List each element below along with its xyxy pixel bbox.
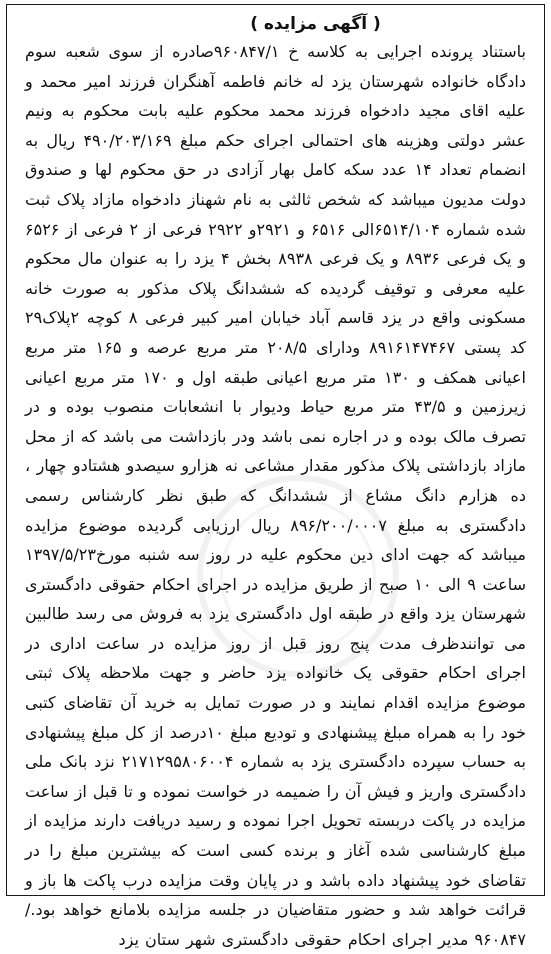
notice-body: باستناد پرونده اجرایی به کلاسه خ ۹۶۰۸۴۷/۱صادره از سوی شعبه سوم دادگاه خانواده شهرستان یزد له خانم فاطمه آهنگران فرزند امیر محمد و علیه اقای مجید دادخواه فرزند محمد محکوم علیه بابت محکوم به ونیم عشر دولتی وهزینه های احتمالی اجرای حکم مبلغ ۴۹۰/۲۰۳/۱۶۹ ریال به انضمام تعداد ۱۴ عدد سکه کامل بهار آزادی در حق محکوم لها و صندوق دولت مدیون میباشد که شخص ثالثی به نام شهناز دادخواه مازاد پلاک ثبت شده شماره ۶۵۱۴/۱۰۴الی ۶۵۱۶ و ۲۹۲۱و ۲۹۲۲ فرعی از ۲ فرعی از ۶۵۲۶ و یک فرعی ۸۹۳۶ و یک فرعی ۸۹۳۸ بخش ۴ یزد را به عنوان مال محکوم علیه معرفی و توقیف گردیده که ششدانگ پلاک مذکور به صورت خانه مسکونی واقع در یزد قاسم آباد خیابان امیر کبیر فرعی ۸ کوچه ۲پلاک۲۹ کد پستی ۸۹۱۶۱۴۷۴۶۷ ودارای ۲۰۸/۵ متر مربع عرصه و ۱۶۵ متر مربع اعیانی همکف و ۱۳۰ متر مربع اعیانی طبقه اول و ۱۷۰ متر مربع اعیانی زیرزمین و ۴۳/۵ متر مربع حیاط ودیوار با انشعابات منصوب بوده و در تصرف مالک بوده و در اجاره نمی باشد ودر بازداشت می باشد که از محل مازاد بازداشتی پلاک مذکور مقدار مشاعی نه هزارو سیصدو هشتادو چهار ، ده هزارم دانگ مشاع از ششدانگ که طبق نظر کارشناس رسمی دادگستری به مبلغ ۸۹۶/۲۰۰/۰۰۰۷ ریال ارزیابی گردیده موضوع مزایده میباشد که جهت ادای دین محکوم علیه در روز سه شنبه مورخ۱۳۹۷/۵/۲۳ ساعت ۹ الی ۱۰ صبح از طریق مزایده در اجرای احکام حقوقی دادگستری شهرستان یزد واقع در طبقه اول دادگستری یزد به فروش می رسد طالبین می توانندظرف مدت پنج روز قبل از روز مزایده در ساعت اداری در اجرای احکام حقوقی یک خانواده یزد حاضر و جهت ملاحظه پلاک ثبتی موضوع مزایده اقدام نمایند و در صورت تمایل به خرید آن تقاضای کتبی خود را به همراه مبلغ پیشنهادی و تودیع مبلغ ۱۰درصد از کل مبلغ پیشنهادی به حساب سپرده دادگستری یزد به شماره ۲۱۷۱۲۹۵۸۰۶۰۰۴ نزد بانک ملی دادگستری واریز و فیش آن را ضمیمه در خواست نموده و تا قبل از ساعت مزایده در پاکت دربسته تحویل اجرا نموده و رسید دریافت دارند مزایده از مبلغ کارشناسی شده آغاز و برنده کسی است که بیشترین مبلغ را در تقاضای خود پیشنهاد داده باشد و در پایان وقت مزایده درب پاکت ها باز و قرائت خواهد شد و حضور متقاضیان در جلسه مزایده بلامانع خواهد بود./۹۶۰۸۴۷ مدیر اجرای احکام حقوقی دادگستری شهر ستان یزد	[24, 42, 527, 949]
auction-notice	[6, 4, 545, 949]
notice-title: ( آگهی مزایده )	[250, 14, 381, 34]
